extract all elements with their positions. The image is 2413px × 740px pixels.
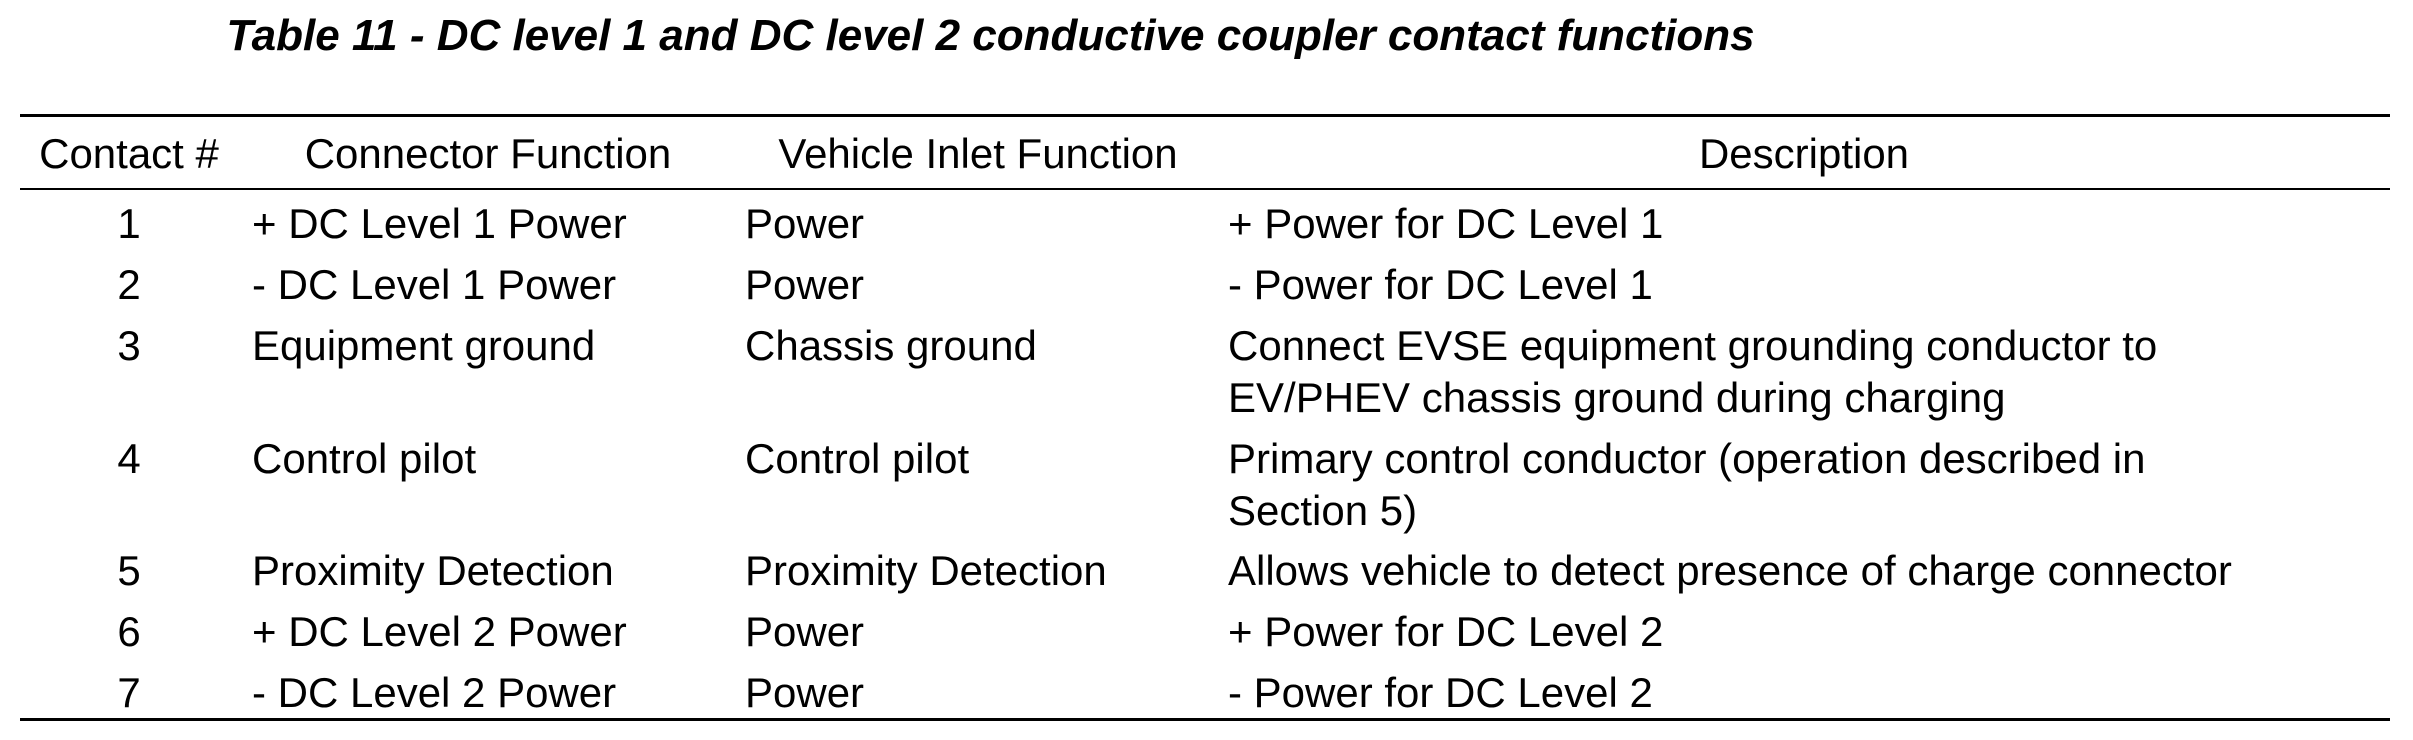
description — [1228, 433, 2398, 537]
contact-number: 7 — [117, 669, 141, 716]
description-line: Section 5) — [1228, 487, 1418, 534]
contact-number: 1 — [117, 200, 141, 247]
header-divider-rule — [20, 188, 2390, 190]
contact-number: 6 — [117, 608, 141, 655]
description-line: Connect EVSE equipment grounding conductor to — [1228, 322, 2158, 369]
table-caption: Table 11 - DC level 1 and DC level 2 conductive coupler contact functions — [226, 11, 1755, 60]
description — [1228, 320, 2398, 424]
description-line: + Power for DC Level 2 — [1228, 608, 1664, 655]
contact-number: 2 — [117, 261, 141, 308]
description-line: Allows vehicle to detect presence of charge connector — [1228, 547, 2232, 594]
connector-function: - DC Level 1 Power — [252, 261, 617, 308]
description — [1228, 259, 2398, 311]
header-vehicle-inlet-function: Vehicle Inlet Function — [778, 130, 1178, 177]
connector-function: + DC Level 2 Power — [252, 608, 627, 655]
header-description: Description — [1698, 130, 1910, 177]
table-bottom-rule — [20, 718, 2390, 721]
description — [1228, 667, 2398, 719]
header-contact-number: Contact # — [39, 130, 219, 177]
description — [1228, 606, 2398, 658]
vehicle-inlet-function: Power — [745, 608, 865, 655]
contact-number: 4 — [117, 435, 141, 482]
contact-number: 3 — [117, 322, 141, 369]
description-line: EV/PHEV chassis ground during charging — [1228, 374, 2006, 421]
description-line: - Power for DC Level 2 — [1228, 669, 1653, 716]
description — [1228, 198, 2398, 250]
vehicle-inlet-function: Power — [745, 669, 865, 716]
header-connector-function: Connector Function — [304, 130, 672, 177]
connector-function: Proximity Detection — [252, 547, 614, 594]
table-top-rule — [20, 114, 2390, 117]
description-line: - Power for DC Level 1 — [1228, 261, 1653, 308]
contact-number: 5 — [117, 547, 141, 594]
connector-function: + DC Level 1 Power — [252, 200, 627, 247]
vehicle-inlet-function: Chassis ground — [745, 322, 1037, 369]
vehicle-inlet-function: Control pilot — [745, 435, 970, 482]
description — [1228, 545, 2398, 597]
connector-function: Control pilot — [252, 435, 477, 482]
connector-function: - DC Level 2 Power — [252, 669, 617, 716]
description-line: + Power for DC Level 1 — [1228, 200, 1664, 247]
description-line: Primary control conductor (operation described in — [1228, 435, 2146, 482]
vehicle-inlet-function: Power — [745, 261, 865, 308]
connector-function: Equipment ground — [252, 322, 596, 369]
vehicle-inlet-function: Power — [745, 200, 865, 247]
vehicle-inlet-function: Proximity Detection — [745, 547, 1107, 594]
